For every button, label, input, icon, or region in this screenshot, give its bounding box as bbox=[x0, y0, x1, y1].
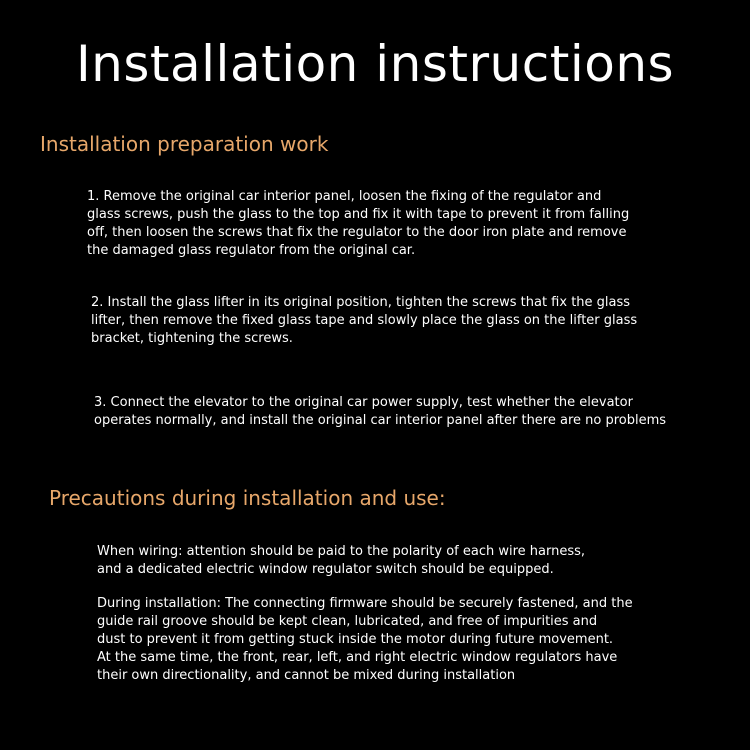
precautions-heading: Precautions during installation and use: bbox=[49, 486, 446, 510]
page-title: Installation instructions bbox=[75, 35, 675, 93]
precaution-wiring-note: When wiring: attention should be paid to the polarity of each wire harness, and a dedicated electric window regulator switch should be equipped. bbox=[97, 544, 586, 577]
preparation-heading: Installation preparation work bbox=[40, 132, 329, 156]
preparation-step-2: 2. Install the glass lifter in its original position, tighten the screws that fix the glass lifter, then remove the fixed glass tape and slowly place the glass on the lifter glass bracket, tightening the screws. bbox=[91, 295, 638, 346]
preparation-step-3: 3. Connect the elevator to the original car power supply, test whether the elevator operates normally, and install the original car interior panel after there are no problems bbox=[94, 395, 667, 428]
precaution-installation-note: During installation: The connecting firmware should be securely fastened, and the guide rail groove should be kept clean, lubricated, and free of impurities and dust to prevent it from getting stuck inside the motor during future movement. At the same time, the front, rear, left, and right electric window regulators have their own directionality, and cannot be mixed during installation bbox=[97, 596, 633, 683]
preparation-step-1: 1. Remove the original car interior panel, loosen the fixing of the regulator and glass screws, push the glass to the top and fix it with tape to prevent it from falling off, then loosen the screws that fix the regulator to the door iron plate and remove the damaged glass regulator from the original car. bbox=[87, 189, 630, 258]
